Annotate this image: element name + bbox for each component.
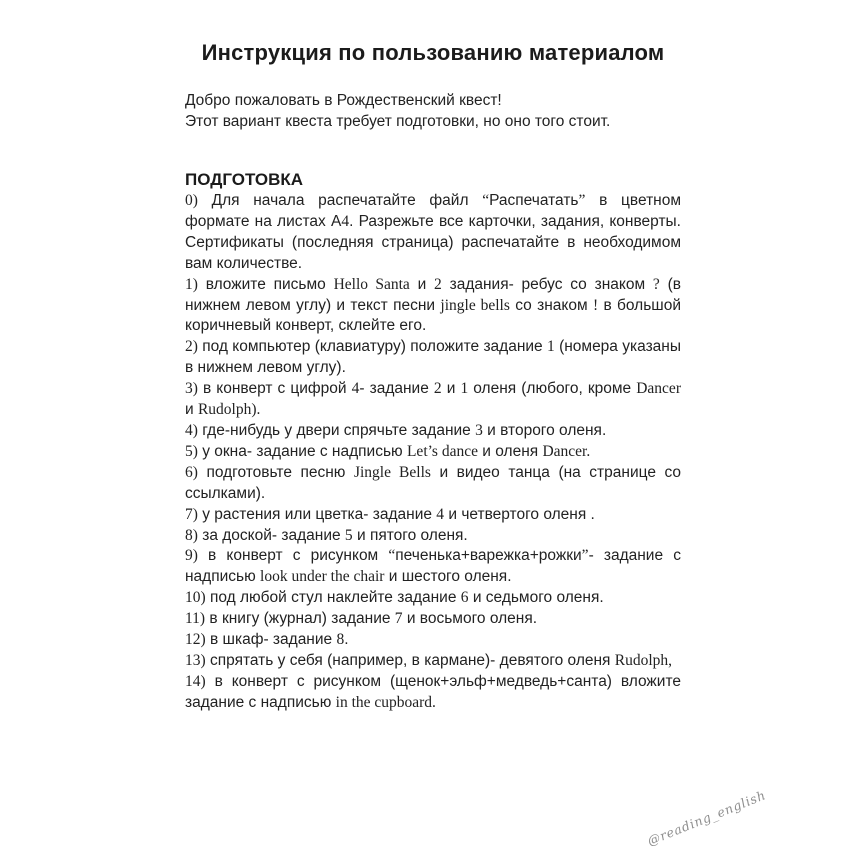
text-segment: 9) (185, 547, 198, 565)
text-segment: 4 (436, 505, 445, 523)
section-heading: ПОДГОТОВКА (185, 170, 304, 189)
text-segment: 4) (185, 421, 198, 439)
text-segment: в шкаф- задание (205, 631, 337, 649)
text-segment: 2) (185, 338, 198, 356)
text-segment: 3 (475, 421, 483, 439)
text-segment: задания- ребус со знаком (441, 275, 653, 293)
text-segment: 11) (185, 610, 206, 628)
text-segment: 4 (351, 380, 360, 398)
text-segment: 4 (341, 212, 350, 230)
text-segment: - задание (359, 380, 434, 398)
list-item (185, 526, 681, 547)
text-segment: Rudolph, (614, 651, 673, 669)
text-segment: печенька+варежка+рожки (395, 547, 582, 565)
text-segment: (номера указаны в нижнем левом углу). (185, 338, 681, 377)
list-item (185, 191, 681, 275)
text-segment: 6 (460, 589, 469, 607)
text-segment: вложите письмо (197, 275, 334, 293)
list-item (185, 337, 681, 379)
text-segment: 6) (185, 463, 198, 481)
text-segment: и седьмого оленя. (468, 589, 604, 607)
text-segment: 5) (185, 442, 198, 460)
text-segment: . (344, 631, 349, 649)
list-item (185, 442, 681, 463)
text-segment: ? (652, 275, 660, 293)
text-segment: 7 (394, 610, 403, 628)
text-segment: Dancer (636, 380, 681, 398)
text-segment: Распечатать (489, 192, 579, 209)
text-segment: 1 (460, 380, 469, 398)
instruction-list (185, 191, 681, 714)
list-item (185, 546, 681, 588)
list-item (185, 672, 681, 714)
intro (185, 90, 681, 132)
list-item (185, 275, 681, 338)
text-segment: 10) (185, 589, 206, 607)
text-segment: и пятого оленя. (352, 526, 468, 544)
text-segment: in the cupboard. (335, 693, 436, 711)
list-item (185, 379, 681, 421)
list-item (185, 463, 681, 505)
text-segment: в цветном формате на листах А (185, 192, 682, 230)
text-segment: ” (581, 547, 589, 565)
text-segment: 5 (344, 526, 353, 544)
document-content (185, 40, 681, 714)
text-segment: ! (592, 296, 599, 314)
text-segment: и (409, 275, 435, 293)
text-segment: в конверт с рисунком (197, 547, 389, 565)
text-segment: в большой коричневый конверт, склейте его. (185, 296, 682, 335)
text-segment: оленя (любого, кроме (468, 380, 637, 398)
text-segment: под компьютер (клавиатуру) положите задание (197, 338, 547, 356)
page-title: Инструкция по пользованию материалом (201, 40, 665, 65)
text-segment: Hello Santa (333, 275, 410, 293)
text-segment: 8 (336, 631, 345, 649)
text-segment: “ (482, 192, 490, 209)
list-item (185, 651, 681, 672)
text-segment: в книгу (журнал) задание (205, 610, 395, 628)
text-segment: и четвертого оленя . (444, 505, 595, 523)
text-segment: и (441, 380, 461, 398)
text-segment: у растения или цветка- задание (197, 505, 437, 523)
text-segment: look under the chair (260, 568, 385, 586)
text-segment: где-нибудь у двери спрячьте задание (197, 421, 476, 439)
text-segment: и (185, 401, 198, 419)
text-segment: Для начала распечатайте файл (197, 192, 483, 209)
list-item (185, 588, 681, 609)
intro-line: Добро пожаловать в Рождественский квест! (185, 92, 502, 109)
text-segment: под любой стул наклейте задание (205, 589, 461, 607)
text-segment: у окна- задание с надписью (197, 442, 407, 460)
text-segment: Jingle Bells (353, 463, 431, 481)
text-segment: . Разрежьте все карточки, задания, конверты. Сертификаты (последняя страница) распечатайте в необходимом вам количестве. (185, 212, 681, 272)
text-segment: jingle bells (440, 296, 510, 314)
text-segment: 1) (185, 275, 198, 293)
text-segment: и видео танца (на странице со ссылками). (185, 463, 682, 502)
text-segment: 3) (185, 380, 198, 398)
list-item (185, 630, 681, 651)
text-segment: 2 (433, 380, 442, 398)
text-segment: 0) (185, 192, 198, 209)
signature: @reading_english (645, 787, 768, 849)
text-segment: 13) (185, 651, 206, 669)
list-item (185, 505, 681, 526)
text-segment: (в нижнем левом углу) и текст песни (185, 275, 681, 314)
text-segment: - задание с надписью (185, 547, 681, 586)
text-segment: 12) (185, 631, 206, 649)
text-segment: ” (578, 192, 586, 209)
text-segment: за доской- задание (197, 526, 345, 544)
text-segment: в конверт с рисунком (щенок+эльф+медведь+санта) вложите задание с надписью (185, 672, 681, 711)
text-segment: 1 (547, 338, 555, 356)
text-segment: “ (388, 547, 396, 565)
text-segment: и оленя (477, 442, 543, 460)
text-segment: 8) (185, 526, 198, 544)
text-segment: Rudolph). (197, 401, 261, 419)
text-segment: в конверт с цифрой (197, 380, 352, 398)
text-segment: 2 (434, 275, 442, 293)
list-item (185, 609, 681, 630)
text-segment: со знаком (509, 296, 593, 314)
list-item (185, 421, 681, 442)
text-segment: спрятать у себя (например, в кармане)- девятого оленя (205, 651, 615, 669)
text-segment: Dancer. (542, 442, 591, 460)
text-segment: подготовьте песню (197, 463, 354, 481)
text-segment: и шестого оленя. (384, 568, 512, 586)
text-segment: и восьмого оленя. (402, 610, 538, 628)
text-segment: Let’s dance (406, 442, 478, 460)
text-segment: 14) (185, 672, 206, 690)
intro-line: Этот вариант квеста требует подготовки, но оно того стоит. (185, 113, 611, 130)
text-segment: 7) (185, 505, 198, 523)
text-segment: и второго оленя. (482, 421, 607, 439)
